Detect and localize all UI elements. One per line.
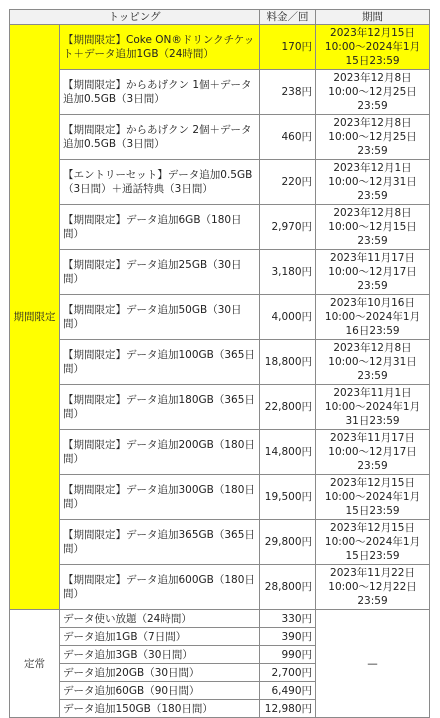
regular-period-cell: — [316,610,430,718]
topping-name-cell: 【期間限定】データ追加365GB（365日間） [60,520,260,565]
table-row [10,520,430,565]
topping-name-cell: 【期間限定】からあげクン 2個＋データ追加0.5GB（3日間） [60,115,260,160]
price-cell: 29,800円 [260,520,316,565]
topping-name-cell: 【期間限定】データ追加180GB（365日間） [60,385,260,430]
topping-name-cell: 【期間限定】データ追加600GB（180日間） [60,565,260,610]
table-row [10,475,430,520]
price-cell: 170円 [260,25,316,70]
table-row [10,250,430,295]
price-cell: 2,970円 [260,205,316,250]
price-cell: 12,980円 [260,700,316,718]
table-row [10,25,430,70]
topping-name-cell: 【期間限定】データ追加100GB（365日間） [60,340,260,385]
topping-name-cell: データ追加20GB（30日間） [60,664,260,682]
topping-name-cell: データ追加60GB（90日間） [60,682,260,700]
price-cell: 330円 [260,610,316,628]
table-row [10,610,430,628]
price-cell: 28,800円 [260,565,316,610]
header-row [10,10,430,25]
period-cell: 2023年12月8日10:00〜12月31日23:59 [316,340,430,385]
price-cell: 4,000円 [260,295,316,340]
period-cell: 2023年12月8日10:00〜12月25日23:59 [316,70,430,115]
topping-name-cell: データ追加150GB（180日間） [60,700,260,718]
period-cell: 2023年12月15日10:00〜2024年1月15日23:59 [316,25,430,70]
category-limited-cell: 期間限定 [10,25,60,610]
table-row [10,430,430,475]
table-row [10,295,430,340]
table-row [10,160,430,205]
category-regular-cell: 定常 [10,610,60,718]
period-cell: 2023年12月15日10:00〜2024年1月15日23:59 [316,520,430,565]
header-topping: トッピング [10,10,260,25]
price-cell: 460円 [260,115,316,160]
price-cell: 14,800円 [260,430,316,475]
topping-name-cell: 【期間限定】データ追加300GB（180日間） [60,475,260,520]
table-row [10,205,430,250]
period-cell: 2023年12月15日10:00〜2024年1月15日23:59 [316,475,430,520]
price-cell: 990円 [260,646,316,664]
topping-name-cell: 【期間限定】データ追加50GB（30日間） [60,295,260,340]
price-cell: 238円 [260,70,316,115]
price-cell: 22,800円 [260,385,316,430]
topping-name-cell: 【期間限定】データ追加6GB（180日間） [60,205,260,250]
price-cell: 390円 [260,628,316,646]
table-row [10,385,430,430]
topping-name-cell: 【エントリーセット】データ追加0.5GB（3日間）＋通話特典（3日間） [60,160,260,205]
topping-name-cell: データ追加1GB（7日間） [60,628,260,646]
price-cell: 3,180円 [260,250,316,295]
period-cell: 2023年12月8日10:00〜12月15日23:59 [316,205,430,250]
period-cell: 2023年12月8日10:00〜12月25日23:59 [316,115,430,160]
table-row [10,70,430,115]
topping-name-cell: 【期間限定】Coke ON®ドリンクチケット＋データ追加1GB（24時間） [60,25,260,70]
price-cell: 220円 [260,160,316,205]
period-cell: 2023年10月16日10:00〜2024年1月16日23:59 [316,295,430,340]
period-cell: 2023年11月1日10:00〜2024年1月31日23:59 [316,385,430,430]
table-row [10,340,430,385]
price-cell: 19,500円 [260,475,316,520]
period-cell: 2023年11月17日10:00〜12月17日23:59 [316,250,430,295]
header-price: 料金／回 [260,10,316,25]
topping-name-cell: 【期間限定】データ追加25GB（30日間） [60,250,260,295]
topping-name-cell: 【期間限定】からあげクン 1個＋データ追加0.5GB（3日間） [60,70,260,115]
period-cell: 2023年11月22日10:00〜12月22日23:59 [316,565,430,610]
topping-name-cell: データ使い放題（24時間） [60,610,260,628]
topping-name-cell: データ追加3GB（30日間） [60,646,260,664]
table-body [10,25,430,718]
table-row [10,565,430,610]
topping-price-table [9,9,430,718]
period-cell: 2023年12月1日10:00〜12月31日23:59 [316,160,430,205]
period-cell: 2023年11月17日10:00〜12月17日23:59 [316,430,430,475]
price-cell: 2,700円 [260,664,316,682]
price-cell: 18,800円 [260,340,316,385]
header-period: 期間 [316,10,430,25]
topping-name-cell: 【期間限定】データ追加200GB（180日間） [60,430,260,475]
price-cell: 6,490円 [260,682,316,700]
table-row [10,115,430,160]
